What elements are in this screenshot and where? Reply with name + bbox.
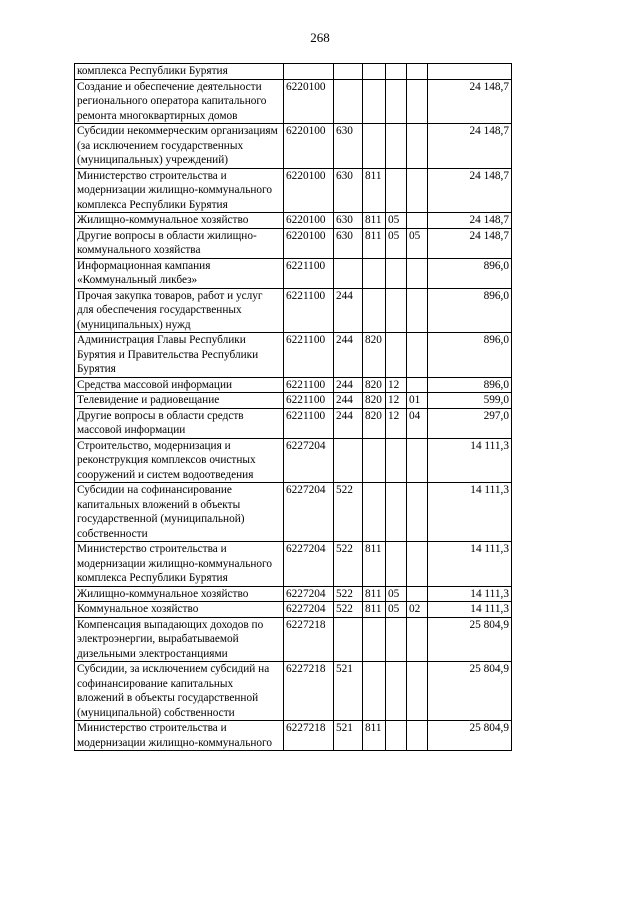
row-name-cell: Телевидение и радиовещание [75,393,284,409]
section-code-cell [386,288,407,333]
expense-type-code-cell [334,79,363,124]
table-row [75,258,512,288]
table-row [75,662,512,721]
subsection-code-cell: 05 [407,228,428,258]
target-article-code-cell: 6227204 [284,542,334,587]
table-row [75,79,512,124]
target-article-code-cell [284,64,334,80]
row-name-cell: Администрация Главы Республики Бурятия и Правительства Республики Бурятия [75,333,284,378]
section-code-cell [386,64,407,80]
target-article-code-cell: 6227218 [284,662,334,721]
target-article-code-cell: 6227218 [284,721,334,751]
target-article-code-cell: 6227204 [284,438,334,483]
row-name-cell: Жилищно-коммунальное хозяйство [75,213,284,229]
section-code-cell [386,617,407,662]
amount-cell: 24 148,7 [428,79,512,124]
subsection-code-cell: 02 [407,602,428,618]
expense-type-code-cell: 521 [334,662,363,721]
section-code-cell [386,721,407,751]
row-name-cell: Коммунальное хозяйство [75,602,284,618]
subsection-code-cell: 04 [407,408,428,438]
section-code-cell: 12 [386,393,407,409]
row-name-cell: Прочая закупка товаров, работ и услуг для обеспечения государственных (муниципальных) нужд [75,288,284,333]
table-row [75,542,512,587]
subsection-code-cell [407,288,428,333]
row-name-cell: Субсидии на софинансирование капитальных вложений в объекты государственной (муниципальной) собственности [75,483,284,542]
row-name-cell: Субсидии, за исключением субсидий на софинансирование капитальных вложений в объекты государственной (муниципальной) собственности [75,662,284,721]
expense-type-code-cell: 630 [334,228,363,258]
table-row [75,408,512,438]
row-name-cell: Министерство строительства и модернизации жилищно-коммунального комплекса Республики Бурятия [75,168,284,213]
target-article-code-cell: 6221100 [284,258,334,288]
administrator-code-cell [363,79,386,124]
administrator-code-cell: 811 [363,168,386,213]
section-code-cell [386,168,407,213]
section-code-cell: 12 [386,377,407,393]
table-row [75,602,512,618]
table-row [75,483,512,542]
expense-type-code-cell: 522 [334,586,363,602]
amount-cell: 25 804,9 [428,617,512,662]
row-name-cell: Жилищно-коммунальное хозяйство [75,586,284,602]
table-row [75,64,512,80]
page-number: 268 [310,30,330,45]
amount-cell: 24 148,7 [428,124,512,169]
subsection-code-cell [407,333,428,378]
target-article-code-cell: 6220100 [284,168,334,213]
table-row [75,333,512,378]
section-code-cell [386,258,407,288]
row-name-cell: комплекса Республики Бурятия [75,64,284,80]
row-name-cell: Компенсация выпадающих доходов по электроэнергии, вырабатываемой дизельными электростанциями [75,617,284,662]
row-name-cell: Создание и обеспечение деятельности регионального оператора капитального ремонта многоквартирных домов [75,79,284,124]
expense-type-code-cell: 522 [334,602,363,618]
expense-type-code-cell [334,258,363,288]
amount-cell [428,64,512,80]
amount-cell: 896,0 [428,333,512,378]
subsection-code-cell: 01 [407,393,428,409]
amount-cell: 14 111,3 [428,542,512,587]
administrator-code-cell [363,258,386,288]
section-code-cell: 05 [386,586,407,602]
administrator-code-cell [363,438,386,483]
table-row [75,586,512,602]
subsection-code-cell [407,168,428,213]
administrator-code-cell: 811 [363,721,386,751]
table-row [75,393,512,409]
table-row [75,377,512,393]
expense-type-code-cell: 244 [334,288,363,333]
expense-type-code-cell: 244 [334,333,363,378]
section-code-cell [386,438,407,483]
subsection-code-cell [407,213,428,229]
section-code-cell [386,333,407,378]
amount-cell: 24 148,7 [428,228,512,258]
administrator-code-cell: 820 [363,333,386,378]
subsection-code-cell [407,124,428,169]
section-code-cell [386,662,407,721]
expense-type-code-cell: 522 [334,483,363,542]
amount-cell: 24 148,7 [428,168,512,213]
target-article-code-cell: 6221100 [284,377,334,393]
target-article-code-cell: 6227204 [284,586,334,602]
amount-cell: 24 148,7 [428,213,512,229]
administrator-code-cell: 811 [363,213,386,229]
administrator-code-cell: 820 [363,408,386,438]
row-name-cell: Министерство строительства и модернизации жилищно-коммунального [75,721,284,751]
amount-cell: 599,0 [428,393,512,409]
table-row [75,721,512,751]
amount-cell: 297,0 [428,408,512,438]
table-row [75,124,512,169]
amount-cell: 25 804,9 [428,721,512,751]
row-name-cell: Субсидии некоммерческим организациям (за исключением государственных (муниципальных) учреждений) [75,124,284,169]
amount-cell: 14 111,3 [428,483,512,542]
table-row [75,617,512,662]
target-article-code-cell: 6220100 [284,79,334,124]
target-article-code-cell: 6221100 [284,408,334,438]
amount-cell: 896,0 [428,377,512,393]
expense-type-code-cell [334,64,363,80]
subsection-code-cell [407,64,428,80]
administrator-code-cell [363,124,386,169]
administrator-code-cell: 811 [363,542,386,587]
amount-cell: 896,0 [428,288,512,333]
amount-cell: 14 111,3 [428,602,512,618]
row-name-cell: Информационная кампания «Коммунальный ликбез» [75,258,284,288]
administrator-code-cell [363,483,386,542]
row-name-cell: Другие вопросы в области средств массовой информации [75,408,284,438]
table-row [75,228,512,258]
administrator-code-cell [363,288,386,333]
administrator-code-cell [363,662,386,721]
budget-table [74,63,512,751]
expense-type-code-cell: 244 [334,377,363,393]
expense-type-code-cell: 630 [334,213,363,229]
table-row [75,288,512,333]
expense-type-code-cell [334,438,363,483]
amount-cell: 14 111,3 [428,586,512,602]
section-code-cell [386,483,407,542]
section-code-cell [386,542,407,587]
subsection-code-cell [407,662,428,721]
amount-cell: 25 804,9 [428,662,512,721]
subsection-code-cell [407,438,428,483]
subsection-code-cell [407,258,428,288]
expense-type-code-cell: 630 [334,168,363,213]
row-name-cell: Министерство строительства и модернизации жилищно-коммунального комплекса Республики Бурятия [75,542,284,587]
administrator-code-cell: 820 [363,377,386,393]
table-row [75,438,512,483]
amount-cell: 896,0 [428,258,512,288]
section-code-cell: 05 [386,213,407,229]
section-code-cell: 05 [386,228,407,258]
section-code-cell: 12 [386,408,407,438]
subsection-code-cell [407,542,428,587]
administrator-code-cell [363,617,386,662]
expense-type-code-cell: 244 [334,393,363,409]
expense-type-code-cell: 521 [334,721,363,751]
table-row [75,213,512,229]
target-article-code-cell: 6221100 [284,333,334,378]
administrator-code-cell [363,64,386,80]
target-article-code-cell: 6220100 [284,124,334,169]
subsection-code-cell [407,377,428,393]
section-code-cell [386,124,407,169]
target-article-code-cell: 6221100 [284,393,334,409]
target-article-code-cell: 6227204 [284,602,334,618]
target-article-code-cell: 6221100 [284,288,334,333]
table-row [75,168,512,213]
expense-type-code-cell [334,617,363,662]
section-code-cell: 05 [386,602,407,618]
subsection-code-cell [407,721,428,751]
expense-type-code-cell: 630 [334,124,363,169]
amount-cell: 14 111,3 [428,438,512,483]
subsection-code-cell [407,483,428,542]
target-article-code-cell: 6227218 [284,617,334,662]
expense-type-code-cell: 522 [334,542,363,587]
subsection-code-cell [407,586,428,602]
administrator-code-cell: 811 [363,228,386,258]
row-name-cell: Другие вопросы в области жилищно-коммунального хозяйства [75,228,284,258]
section-code-cell [386,79,407,124]
subsection-code-cell [407,79,428,124]
row-name-cell: Строительство, модернизация и реконструкция комплексов очистных сооружений и систем водоотведения [75,438,284,483]
administrator-code-cell: 811 [363,602,386,618]
target-article-code-cell: 6220100 [284,213,334,229]
budget-table-body [75,64,512,751]
target-article-code-cell: 6220100 [284,228,334,258]
administrator-code-cell: 820 [363,393,386,409]
subsection-code-cell [407,617,428,662]
target-article-code-cell: 6227204 [284,483,334,542]
administrator-code-cell: 811 [363,586,386,602]
expense-type-code-cell: 244 [334,408,363,438]
row-name-cell: Средства массовой информации [75,377,284,393]
